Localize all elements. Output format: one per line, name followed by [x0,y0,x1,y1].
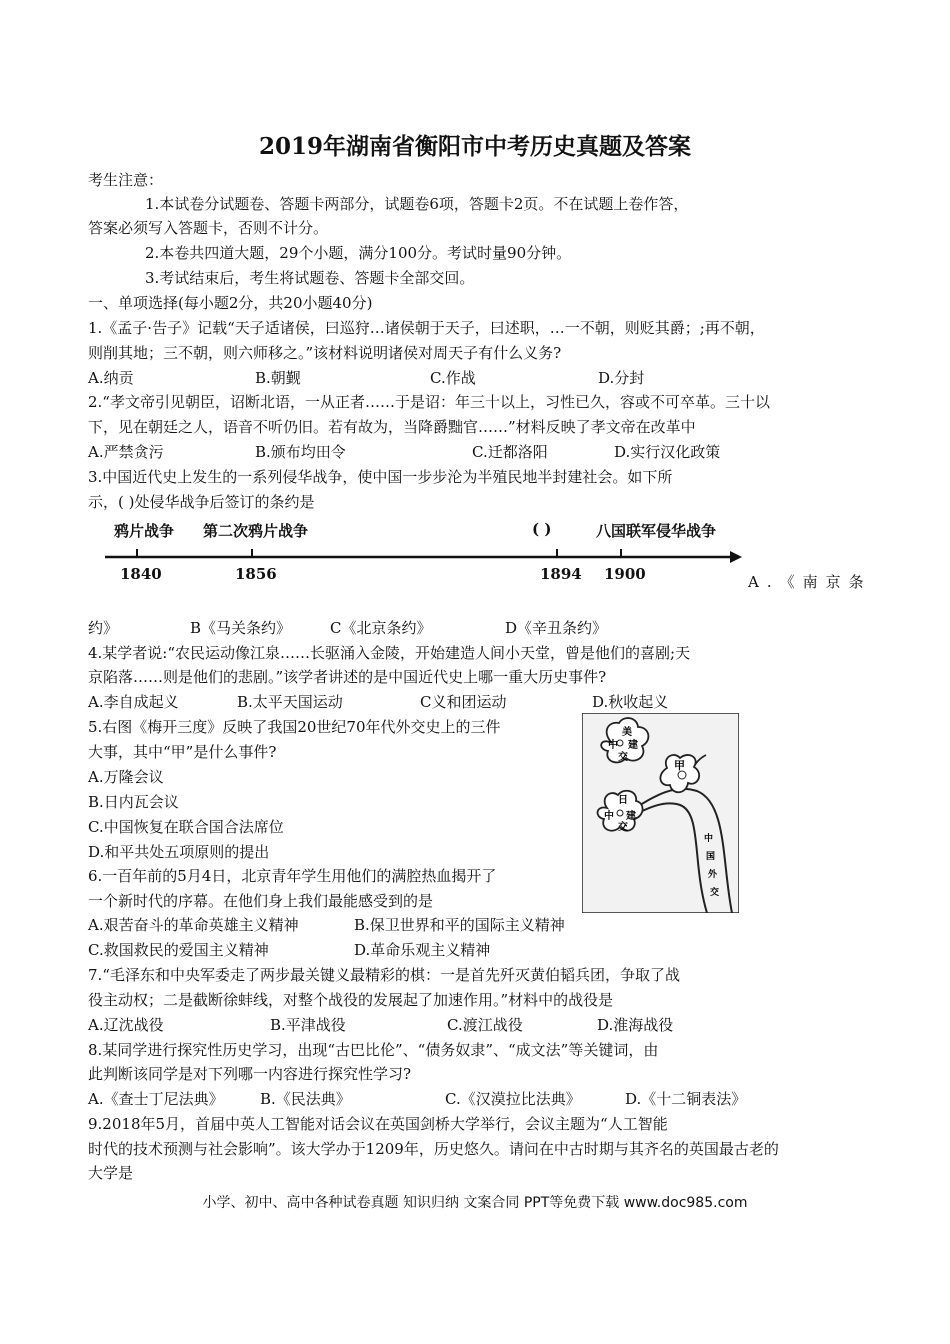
timeline-year-1840: 1840 [120,565,162,583]
notice-item-3: 3.考试结束后，考生将试题卷、答题卡全部交回。 [145,269,475,287]
question-4-line-1: 4.某学者说:“农民运动像江泉……长驱涌入金陵，开始建造人间小天堂，曾是他们的喜剧;天 [88,644,691,662]
timeline-year-1894: 1894 [540,565,582,583]
map-branch-char-2: 国 [706,852,716,862]
q2-option-d: D.实行汉化政策 [614,443,721,461]
timeline-axis [100,545,750,570]
question-9-line-2: 时代的技术预测与社会影响”。该大学办于1209年，历史悠久。请问在中古时期与其齐名的英国最古老的 [88,1140,779,1158]
map-flower1-char-3: 建 [628,740,638,751]
notice-item-1: 1.本试卷分试题卷、答题卡两部分，试题卷6项，答题卡2页。不在试题上卷作答， [145,195,689,213]
q4-option-d: D.秋收起义 [592,693,669,711]
question-2-line-1: 2.“孝文帝引见朝臣，诏断北语，一从正者……于是诏：年三十以上，习性已久，容或不可卒革。三十以 [88,393,770,411]
timeline-label-eight-nation: 八国联军侵华战争 [596,522,717,540]
q2-option-a: A.严禁贪污 [88,443,164,461]
q4-option-b: B.太平天国运动 [237,693,343,711]
map-branch-char-4: 交 [710,888,720,898]
question-6-line-2: 一个新时代的序幕。在他们身上我们最能感受到的是 [88,892,434,910]
q8-option-c: C.《汉漠拉比法典》 [445,1090,581,1108]
question-3-line-1: 3.中国近代史上发生的一系列侵华战争，使中国一步步沦为半殖民地半封建社会。如下所 [88,468,673,486]
question-1-line-1: 1.《孟子·告子》记载“天子适诸侯，曰巡狩…诸侯朝于天子，曰述职，…一不朝，则贬其爵；;再不朝， [88,319,765,337]
notice-item-2: 2.本卷共四道大题，29个小题，满分100分。考试时量90分钟。 [145,244,572,262]
q5-option-d: D.和平共处五项原则的提出 [88,843,270,861]
q3-option-d: D《辛丑条约》 [505,619,608,637]
q2-option-c: C.迁都洛阳 [472,443,548,461]
map-flower1-char-1: 美 [622,727,632,738]
question-3-line-2: 示，( )处侵华战争后签订的条约是 [88,493,315,511]
q6-option-b: B.保卫世界和平的国际主义精神 [354,916,565,934]
plum-blossom-diplomacy-map [582,713,739,913]
question-9-line-3: 大学是 [88,1164,134,1182]
q8-option-d: D.《十二铜表法》 [625,1090,747,1108]
q1-option-c: C.作战 [430,369,476,387]
timeline-label-blank: ( ) [532,520,552,538]
question-5-line-2: 大事，其中“甲”是什么事件? [88,743,277,761]
timeline-label-second-opium-war: 第二次鸦片战争 [203,522,309,540]
map-flower3-char-4: 交 [618,822,628,833]
question-6-line-1: 6.一百年前的5月4日，北京青年学生用他们的满腔热血揭开了 [88,867,497,885]
q2-option-b: B.颁布均田令 [255,443,346,461]
timeline-label-opium-war: 鸦片战争 [114,522,175,540]
question-7-line-2: 役主动权；二是截断徐蚌线，对整个战役的发展起了加速作用。”材料中的战役是 [88,991,614,1009]
footer-download-link[interactable]: 小学、初中、高中各种试卷真题 知识归纳 文案合同 PPT等免费下载 www.doc985.com [202,1195,748,1211]
map-flower3-char-2: 中 [604,811,614,822]
q7-option-c: C.渡江战役 [447,1016,523,1034]
page-title: 2019年湖南省衡阳市中考历史真题及答案 [258,133,691,160]
notice-item-1-cont: 答案必须写入答题卡，否则不计分。 [88,219,329,237]
q4-option-a: A.李自成起义 [88,693,179,711]
q5-option-c: C.中国恢复在联合国合法席位 [88,818,284,836]
q6-option-c: C.救国救民的爱国主义精神 [88,941,269,959]
question-2-line-2: 下，见在朝廷之人，语音不听仍旧。若有故为，当降爵黜官……”材料反映了孝文帝在改革中 [88,418,696,436]
q6-option-d: D.革命乐观主义精神 [354,941,491,959]
notice-heading: 考生注意： [88,171,164,189]
question-7-line-1: 7.“毛泽东和中央军委走了两步最关键义最精彩的棋：一是首先歼灭黄伯韬兵团，争取了战 [88,966,680,984]
q3-option-a-cont: 约》 [88,619,119,637]
q3-option-b: B《马关条约》 [190,619,292,637]
q1-option-d: D.分封 [598,369,645,387]
question-9-line-1: 9.2018年5月，首届中英人工智能对话会议在英国剑桥大学举行，会议主题为“人工智能 [88,1115,668,1133]
map-flower3-char-3: 建 [626,811,636,822]
q6-option-a: A.艰苦奋斗的革命英雄主义精神 [88,916,299,934]
map-branch-char-1: 中 [704,834,714,844]
q7-option-a: A.辽沈战役 [88,1016,164,1034]
q7-option-d: D.淮海战役 [597,1016,674,1034]
q8-option-b: B.《民法典》 [260,1090,351,1108]
question-8-line-2: 此判断该同学是对下列哪一内容进行探究性学习? [88,1065,412,1083]
q5-option-a: A.万隆会议 [88,768,164,786]
timeline-year-1900: 1900 [604,565,646,583]
map-flower1-char-4: 交 [618,752,628,763]
section-heading: 一、单项选择(每小题2分，共20小题40分) [88,294,373,312]
q1-option-b: B.朝觐 [255,369,301,387]
q3-option-c: C《北京条约》 [330,619,432,637]
q1-option-a: A.纳贡 [88,369,134,387]
map-flower2-label: 甲 [674,759,685,772]
map-flower3-char-1: 日 [618,795,628,806]
question-5-line-1: 5.右图《梅开三度》反映了我国20世纪70年代外交史上的三件 [88,718,501,736]
map-branch-char-3: 外 [708,870,718,880]
timeline-year-1856: 1856 [235,565,277,583]
q8-option-a: A.《查士丁尼法典》 [88,1090,224,1108]
question-4-line-2: 京陷落……则是他们的悲剧。”该学者讲述的是中国近代史上哪一重大历史事件? [88,668,607,686]
question-1-line-2: 则削其地；三不朝，则六师移之。”该材料说明诸侯对周天子有什么义务? [88,344,562,362]
q3-option-a: A.《南京条 [748,573,872,591]
question-8-line-1: 8.某同学进行探究性历史学习，出现“古巴比伦”、“债务奴隶”、“成文法”等关键词，由 [88,1041,659,1059]
q7-option-b: B.平津战役 [270,1016,346,1034]
q5-option-b: B.日内瓦会议 [88,793,179,811]
q4-option-c: C义和团运动 [420,693,507,711]
map-flower1-char-2: 中 [608,740,618,751]
